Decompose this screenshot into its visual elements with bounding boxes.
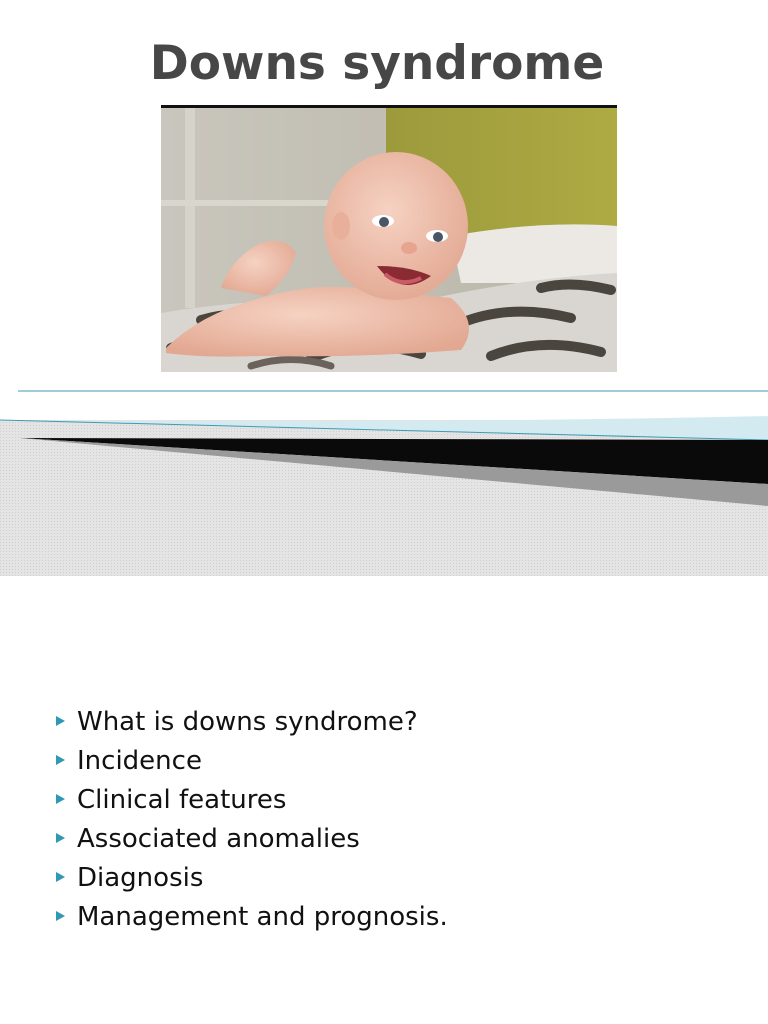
- slide-title: Downs syndrome: [149, 36, 605, 91]
- triangle-bullet-icon: [56, 833, 65, 843]
- list-item-text: What is downs syndrome?: [77, 707, 418, 737]
- decorative-stripes: [0, 380, 768, 580]
- list-item: [54, 781, 448, 820]
- bullet-list: [54, 703, 448, 937]
- list-item-text: Diagnosis: [77, 863, 204, 893]
- list-item: [54, 859, 448, 898]
- triangle-bullet-icon: [56, 794, 65, 804]
- triangle-bullet-icon: [56, 911, 65, 921]
- list-item: [54, 898, 448, 937]
- triangle-bullet-icon: [56, 872, 65, 882]
- list-item-text: Incidence: [77, 746, 202, 776]
- decorative-header-band: [0, 380, 768, 580]
- triangle-bullet-icon: [56, 716, 65, 726]
- triangle-bullet-icon: [56, 755, 65, 765]
- list-item-text: Clinical features: [77, 785, 287, 815]
- list-item: [54, 703, 448, 742]
- photo-illustration: [161, 108, 617, 372]
- list-item-text: Associated anomalies: [77, 824, 360, 854]
- smiling-baby-photo: [161, 105, 617, 372]
- list-item: [54, 820, 448, 859]
- list-item-text: Management and prognosis.: [77, 902, 448, 932]
- list-item: [54, 742, 448, 781]
